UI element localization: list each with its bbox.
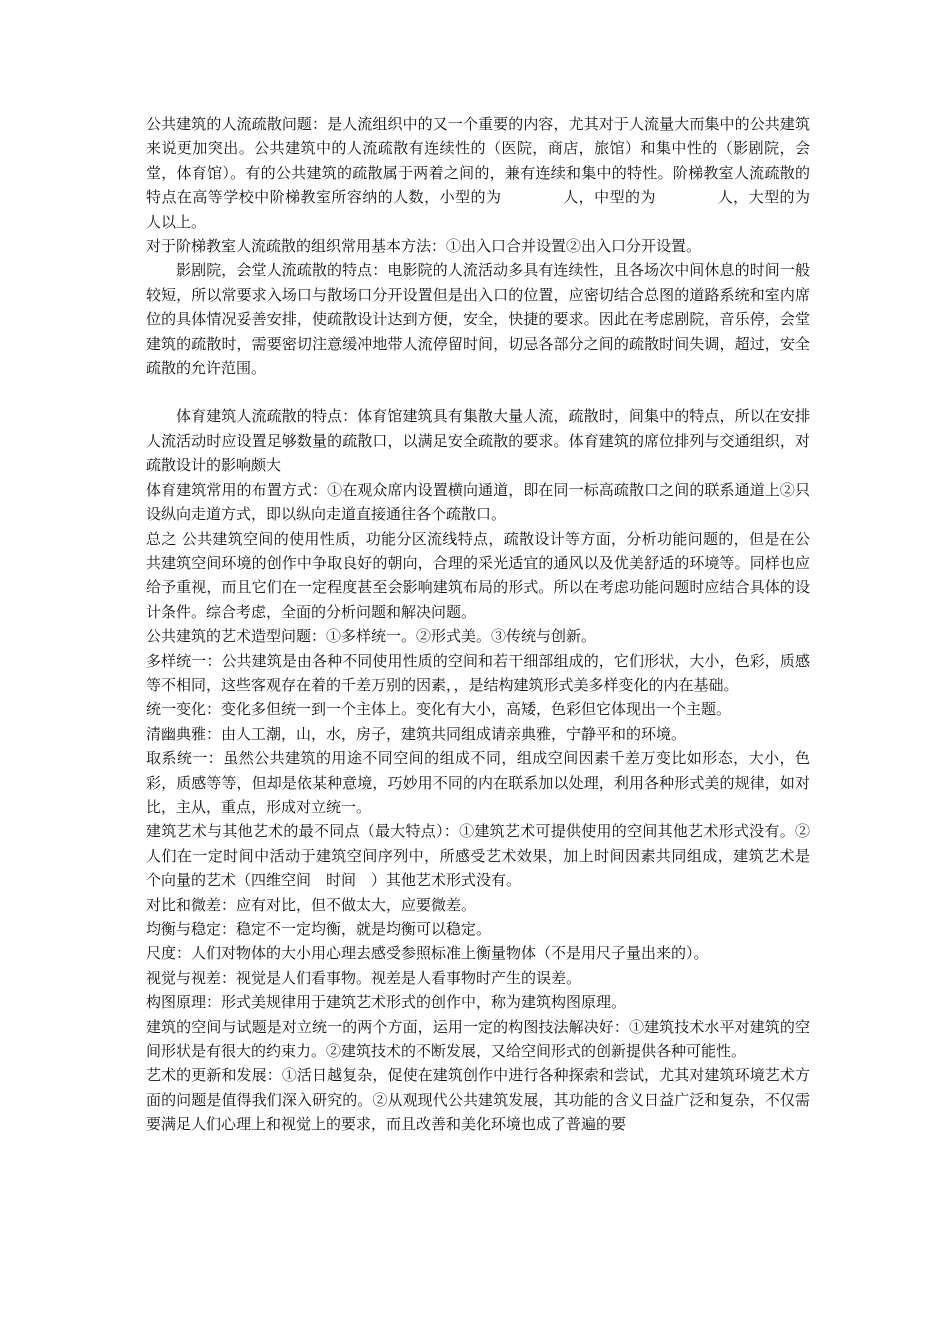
paragraph-space-and-technique: 建筑的空间与试题是对立统一的两个方面，运用一定的构图技法解决好：①建筑技术水平对建筑的空间形状是有很大的约束力。②建筑技术的不断发展，又给空间形式的创新提供各种可能性。 xyxy=(146,1017,810,1061)
paragraph-system-unity: 取系统一：虽然公共建筑的用途不同空间的组成不同，组成空间因素千差万变比如形态，大小，色彩，质感等等，但却是依某种意境，巧妙用不同的内在联系加以处理，利用各种形式美的规律，如对比，主从，重点，形成对立统一。 xyxy=(146,749,810,816)
paragraph-theater-evacuation: 影剧院，会堂人流疏散的特点：电影院的人流活动多具有连续性，且各场次中间休息的时间一般较短，所以常要求入场口与散场口分开设置但是出入口的位置，应密切结合总图的道路系统和室内席位的具体情况妥善安排，使疏散设计达到方便，安全，快捷的要求。因此在考虑剧院，音乐停，会堂建筑的疏散时，需要密切注意缓冲地带人流停留时间，切忌各部分之间的疏散时间失调，超过，安全疏散的允许范围。 xyxy=(146,261,810,378)
paragraph-scale: 尺度：人们对物体的大小用心理去感受参照标准上衡量物体（不是用尺子量出来的）。 xyxy=(146,944,709,963)
document-body xyxy=(146,112,841,1137)
paragraph-spacer xyxy=(146,380,810,404)
paragraph-crowd-evacuation: 公共建筑的人流疏散问题：是人流组织中的又一个重要的内容，尤其对于人流量大而集中的公共建筑来说更加突出。公共建筑中的人流疏散有连续性的（医院，商店，旅馆）和集中性的（影剧院，会堂，体育馆）。有的公共建筑的疏散属于两着之间的，兼有连续和集中的特性。阶梯教室人流疏散的特点在高等学校中阶梯教室所容纳的人数，小型的为 人，中型的为 人，大型的为 人以上。 xyxy=(146,115,841,231)
paragraph-lecture-hall-methods: 对于阶梯教室人流疏散的组织常用基本方法：①出入口合并设置②出入口分开设置。 xyxy=(146,237,702,256)
paragraph-sports-layout: 体育建筑常用的布置方式：①在观众席内设置横向通道，即在同一标高疏散口之间的联系通道上②只设纵向走道方式，即以纵向走道直接通往各个疏散口。 xyxy=(146,480,810,524)
paragraph-summary: 总之 公共建筑空间的使用性质，功能分区流线特点，疏散设计等方面，分析功能问题的，但是在公共建筑空间环境的创作中争取良好的朝向，合理的采光适宜的通风以及优美舒适的环境等。同样也应给予重视，而且它们在一定程度甚至会影响建筑布局的形式。所以在考虑功能问题时应结合具体的设计条件。综合考虑，全面的分析问题和解决问题。 xyxy=(146,529,810,621)
paragraph-balance: 均衡与稳定：稳定不一定均衡，就是均衡可以稳定。 xyxy=(146,920,492,938)
paragraph-elegance: 清幽典雅：由人工潮，山，水，房子，建筑共同组成请亲典雅，宁静平和的环境。 xyxy=(146,724,687,743)
paragraph-contrast: 对比和微差：应有对比，但不做太大，应要微差。 xyxy=(146,895,477,914)
paragraph-architecture-vs-art: 建筑艺术与其他艺术的最不同点（最大特点）：①建筑艺术可提供使用的空间其他艺术形式没有。②人们在一定时间中活动于建筑空间序列中，所感受艺术效果，加上时间因素共同组成，建筑艺术是 个向量的艺术（四维空间 时间 ）其他艺术形式没有。 xyxy=(146,822,826,890)
paragraph-art-renewal: 艺术的更新和发展：①活日越复杂，促使在建筑创作中进行各种探索和尝试，尤其对建筑环境艺术方面的问题是值得我们深入研究的。②从观现代公共建筑发展，其功能的含义日益广泛和复杂，不仅需要满足人们心理上和视觉上的要求，而且改善和美化环境也成了普遍的要 xyxy=(146,1066,810,1134)
paragraph-vision: 视觉与视差：视觉是人们看事物。视差是人看事物时产生的误差。 xyxy=(146,968,582,987)
paragraph-art-form: 公共建筑的艺术造型问题：①多样统一。②形式美。③传统与创新。 xyxy=(146,627,597,646)
paragraph-composition: 构图原理：形式美规律用于建筑艺术形式的创作中，称为建筑构图原理。 xyxy=(146,993,627,1012)
paragraph-unified-change: 统一变化：变化多但统一到一个主体上。变化有大小，高矮，色彩但它体现出一个主题。 xyxy=(146,700,732,719)
paragraph-unity-in-diversity: 多样统一：公共建筑是由各种不同使用性质的空间和若干细部组成的，它们形状，大小，色彩，质感等不相同，这些客观存在着的千差万别的因素，，是结构建筑形式美多样变化的内在基础。 xyxy=(146,651,810,694)
paragraph-sports-evacuation: 体育建筑人流疏散的特点：体育馆建筑具有集散大量人流，疏散时，间集中的特点，所以在安排人流活动时应设置足够数量的疏散口，以满足安全疏散的要求。体育建筑的席位排列与交通组织，对疏散设计的影响颇大 xyxy=(146,407,810,475)
